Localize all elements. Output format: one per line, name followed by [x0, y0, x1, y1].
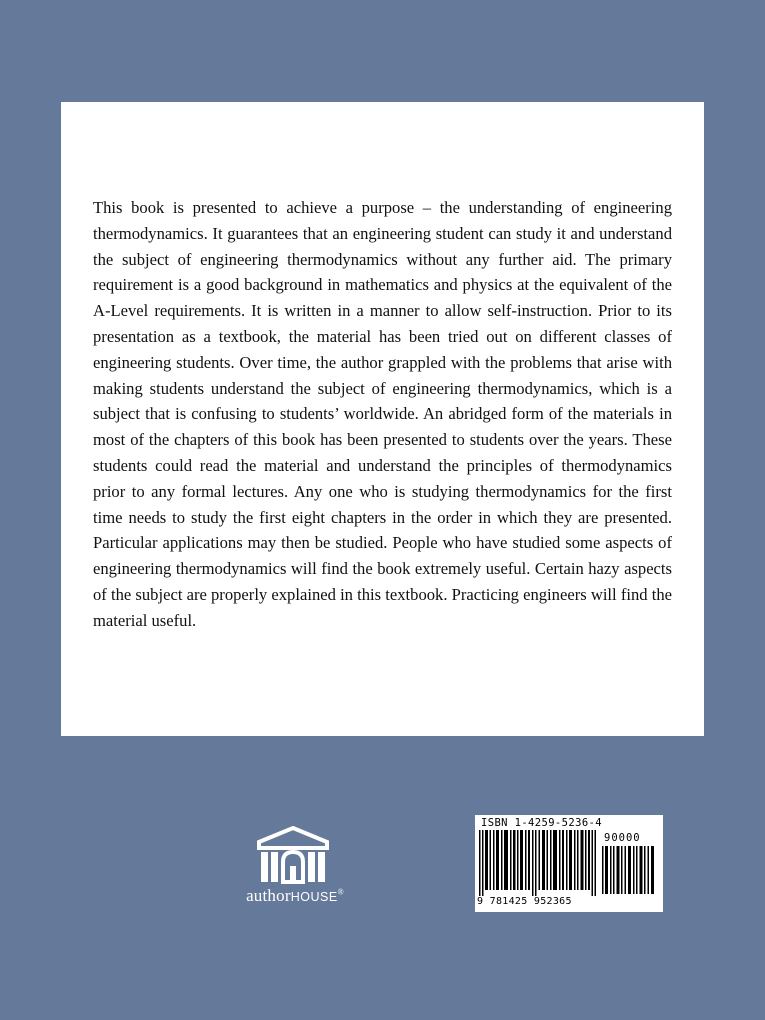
price-addon-bars	[602, 846, 656, 894]
house-book-icon	[257, 826, 329, 884]
publisher-logo	[232, 826, 358, 912]
book-description: This book is presented to achieve a purpose – the understanding of engineering thermodynamics. It guarantees that an engineering student can study it and understand the subject of engineering thermodynamics without any further aid. The primary requirement is a good background in mathematics and physics at the equivalent of the A-Level requirements. It is written in a manner to allow self-instruction. Prior to its presentation as a textbook, the material has been tried out on different classes of engineering students. Over time, the author grappled with the problems that arise with making students understand the subject of engineering thermodynamics, which is a subject that is confusing to students’ worldwide. An abridged form of the materials in most of the chapters of this book has been presented to students over the years. These students could read the material and understand the principles of thermodynamics prior to any formal lectures. Any one who is studying thermodynamics for the first time needs to study the first eight chapters in the order in which they are presented. Particular applications may then be studied. People who have studied some aspects of engineering thermodynamics will find the book extremely useful. Certain hazy aspects of the subject are properly explained in this textbook. Practicing engineers will find the material useful.	[93, 198, 672, 630]
isbn-number: ISBN 1-4259-5236-4	[481, 817, 602, 829]
description-panel	[61, 102, 704, 736]
price-code: 90000	[604, 832, 641, 844]
trademark-symbol: ®	[337, 887, 344, 897]
publisher-name-part2: HOUSE	[290, 890, 338, 904]
publisher-name-part1: author	[246, 886, 291, 905]
ean-number: 9 781425 952365	[477, 896, 572, 907]
ean-barcode-bars	[479, 830, 596, 896]
isbn-barcode	[475, 815, 663, 912]
publisher-name	[232, 886, 358, 906]
